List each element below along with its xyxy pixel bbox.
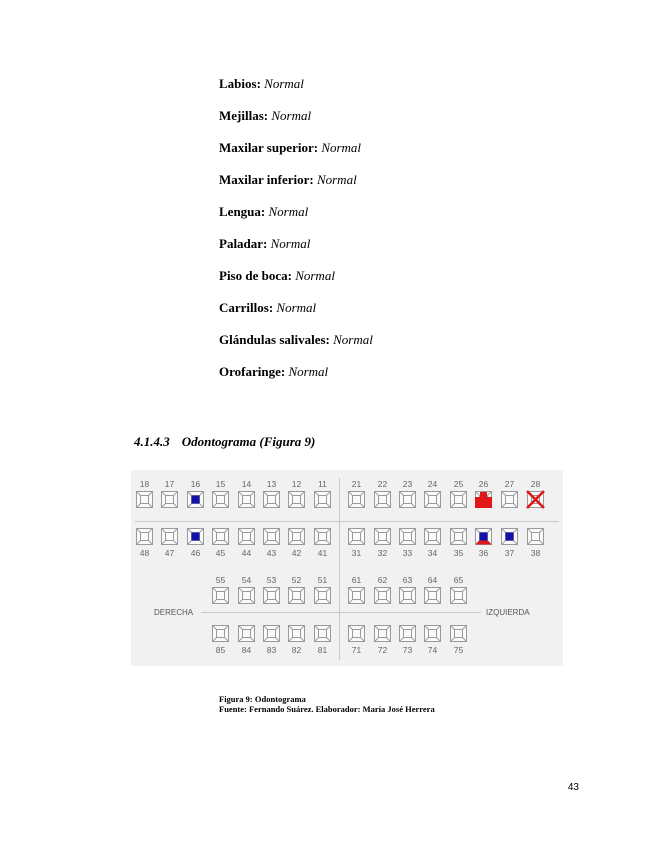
tooth-75 xyxy=(451,626,467,642)
tooth-51 xyxy=(315,588,331,604)
tooth-number: 27 xyxy=(504,479,515,489)
finding-item xyxy=(219,108,373,140)
tooth-number: 51 xyxy=(317,575,328,585)
finding-label: Piso de boca: xyxy=(219,268,292,283)
tooth-number: 52 xyxy=(291,575,302,585)
tooth-number: 25 xyxy=(453,479,464,489)
finding-item xyxy=(219,300,373,332)
finding-label: Glándulas salivales: xyxy=(219,332,330,347)
tooth-52 xyxy=(289,588,305,604)
tooth-number: 42 xyxy=(291,548,302,558)
finding-label: Carrillos: xyxy=(219,300,274,315)
oral-exam-findings xyxy=(219,76,373,396)
tooth-45 xyxy=(213,529,229,545)
finding-item xyxy=(219,268,373,300)
finding-item xyxy=(219,236,373,268)
tooth-81 xyxy=(315,626,331,642)
tooth-number: 32 xyxy=(377,548,388,558)
odontogram-chart xyxy=(131,470,563,666)
tooth-35 xyxy=(451,529,467,545)
tooth-number: 38 xyxy=(530,548,541,558)
tooth-38 xyxy=(528,529,544,545)
tooth-number: 54 xyxy=(241,575,252,585)
tooth-number: 26 xyxy=(478,479,489,489)
tooth-number: 73 xyxy=(402,645,413,655)
tooth-number: 47 xyxy=(164,548,175,558)
tooth-15 xyxy=(213,492,229,508)
tooth-number: 62 xyxy=(377,575,388,585)
tooth-74 xyxy=(425,626,441,642)
finding-label: Maxilar inferior: xyxy=(219,172,314,187)
finding-item xyxy=(219,364,373,396)
tooth-number: 45 xyxy=(215,548,226,558)
tooth-number: 48 xyxy=(139,548,150,558)
tooth-17 xyxy=(162,492,178,508)
tooth-83 xyxy=(264,626,280,642)
tooth-number: 23 xyxy=(402,479,413,489)
finding-value: Normal xyxy=(333,332,373,347)
tooth-85 xyxy=(213,626,229,642)
finding-label: Orofaringe: xyxy=(219,364,286,379)
finding-value: Normal xyxy=(271,108,312,123)
tooth-24 xyxy=(425,492,441,508)
tooth-number: 37 xyxy=(504,548,515,558)
finding-value: Normal xyxy=(316,172,357,187)
right-side-label: DERECHA xyxy=(154,608,194,617)
section-heading xyxy=(134,434,315,450)
tooth-number: 44 xyxy=(241,548,252,558)
tooth-73 xyxy=(400,626,416,642)
finding-value: Normal xyxy=(270,236,311,251)
finding-value: Normal xyxy=(268,204,309,219)
tooth-number: 24 xyxy=(427,479,438,489)
tooth-54 xyxy=(239,588,255,604)
tooth-61 xyxy=(349,588,365,604)
finding-label: Labios: xyxy=(219,76,261,91)
tooth-number: 84 xyxy=(241,645,252,655)
tooth-31 xyxy=(349,529,365,545)
tooth-number: 72 xyxy=(377,645,388,655)
tooth-23 xyxy=(400,492,416,508)
tooth-number: 85 xyxy=(215,645,226,655)
finding-item xyxy=(219,76,373,108)
tooth-12 xyxy=(289,492,305,508)
tooth-42 xyxy=(289,529,305,545)
tooth-number: 31 xyxy=(351,548,362,558)
tooth-27 xyxy=(502,492,518,508)
tooth-number: 41 xyxy=(317,548,328,558)
tooth-55 xyxy=(213,588,229,604)
tooth-28 xyxy=(527,491,544,508)
tooth-number: 12 xyxy=(291,479,302,489)
tooth-number: 43 xyxy=(266,548,277,558)
finding-value: Normal xyxy=(288,364,329,379)
finding-value: Normal xyxy=(264,76,304,91)
finding-item xyxy=(219,204,373,236)
tooth-22 xyxy=(375,492,391,508)
tooth-number: 65 xyxy=(453,575,464,585)
tooth-72 xyxy=(375,626,391,642)
tooth-number: 83 xyxy=(266,645,277,655)
tooth-number: 82 xyxy=(291,645,302,655)
caption-title: Figura 9: Odontograma xyxy=(219,694,306,704)
tooth-number: 33 xyxy=(402,548,413,558)
tooth-26 xyxy=(475,492,492,509)
tooth-21 xyxy=(349,492,365,508)
tooth-number: 63 xyxy=(402,575,413,585)
finding-value: Normal xyxy=(276,300,317,315)
odontogram-figure xyxy=(131,470,563,666)
tooth-number: 64 xyxy=(427,575,438,585)
tooth-number: 71 xyxy=(351,645,362,655)
tooth-number: 28 xyxy=(530,479,541,489)
filling-mark xyxy=(506,533,514,541)
filling-mark xyxy=(192,533,200,541)
figure-caption xyxy=(219,694,435,714)
tooth-53 xyxy=(264,588,280,604)
section-title: Odontograma (Figura 9) xyxy=(181,434,316,449)
tooth-number: 17 xyxy=(164,479,175,489)
tooth-number: 55 xyxy=(215,575,226,585)
tooth-number: 75 xyxy=(453,645,464,655)
finding-label: Paladar: xyxy=(219,236,268,251)
tooth-41 xyxy=(315,529,331,545)
tooth-number: 53 xyxy=(266,575,277,585)
tooth-13 xyxy=(264,492,280,508)
finding-label: Lengua: xyxy=(219,204,266,219)
tooth-number: 46 xyxy=(190,548,201,558)
finding-item xyxy=(219,332,373,364)
finding-value: Normal xyxy=(321,140,362,155)
filling-mark xyxy=(480,533,488,541)
tooth-25 xyxy=(451,492,467,508)
tooth-number: 14 xyxy=(241,479,252,489)
page-number: 43 xyxy=(567,782,579,793)
tooth-32 xyxy=(375,529,391,545)
tooth-65 xyxy=(451,588,467,604)
tooth-18 xyxy=(137,492,153,508)
tooth-37 xyxy=(502,529,518,545)
tooth-46 xyxy=(188,529,204,545)
tooth-number: 35 xyxy=(453,548,464,558)
tooth-number: 22 xyxy=(377,479,388,489)
tooth-33 xyxy=(400,529,416,545)
tooth-62 xyxy=(375,588,391,604)
tooth-number: 15 xyxy=(215,479,226,489)
tooth-84 xyxy=(239,626,255,642)
tooth-64 xyxy=(425,588,441,604)
filling-mark xyxy=(192,496,200,504)
tooth-36 xyxy=(476,529,492,545)
tooth-34 xyxy=(425,529,441,545)
section-number: 4.1.4.3 xyxy=(134,434,170,449)
finding-label: Maxilar superior: xyxy=(219,140,319,155)
tooth-number: 18 xyxy=(139,479,150,489)
tooth-number: 81 xyxy=(317,645,328,655)
tooth-number: 16 xyxy=(190,479,201,489)
finding-label: Mejillas: xyxy=(219,108,269,123)
caption-source: Fuente: Fernando Suárez. Elaborador: María José Herrera xyxy=(219,704,435,714)
tooth-44 xyxy=(239,529,255,545)
tooth-number: 21 xyxy=(351,479,362,489)
tooth-number: 36 xyxy=(478,548,489,558)
tooth-number: 13 xyxy=(266,479,277,489)
left-side-label: IZQUIERDA xyxy=(486,608,530,617)
tooth-16 xyxy=(188,492,204,508)
tooth-11 xyxy=(315,492,331,508)
tooth-48 xyxy=(137,529,153,545)
tooth-47 xyxy=(162,529,178,545)
tooth-63 xyxy=(400,588,416,604)
tooth-number: 74 xyxy=(427,645,438,655)
finding-item xyxy=(219,172,373,204)
tooth-14 xyxy=(239,492,255,508)
tooth-82 xyxy=(289,626,305,642)
tooth-number: 34 xyxy=(427,548,438,558)
tooth-43 xyxy=(264,529,280,545)
tooth-71 xyxy=(349,626,365,642)
tooth-number: 11 xyxy=(318,479,327,489)
finding-item xyxy=(219,140,373,172)
tooth-number: 61 xyxy=(351,575,362,585)
finding-value: Normal xyxy=(295,268,335,283)
